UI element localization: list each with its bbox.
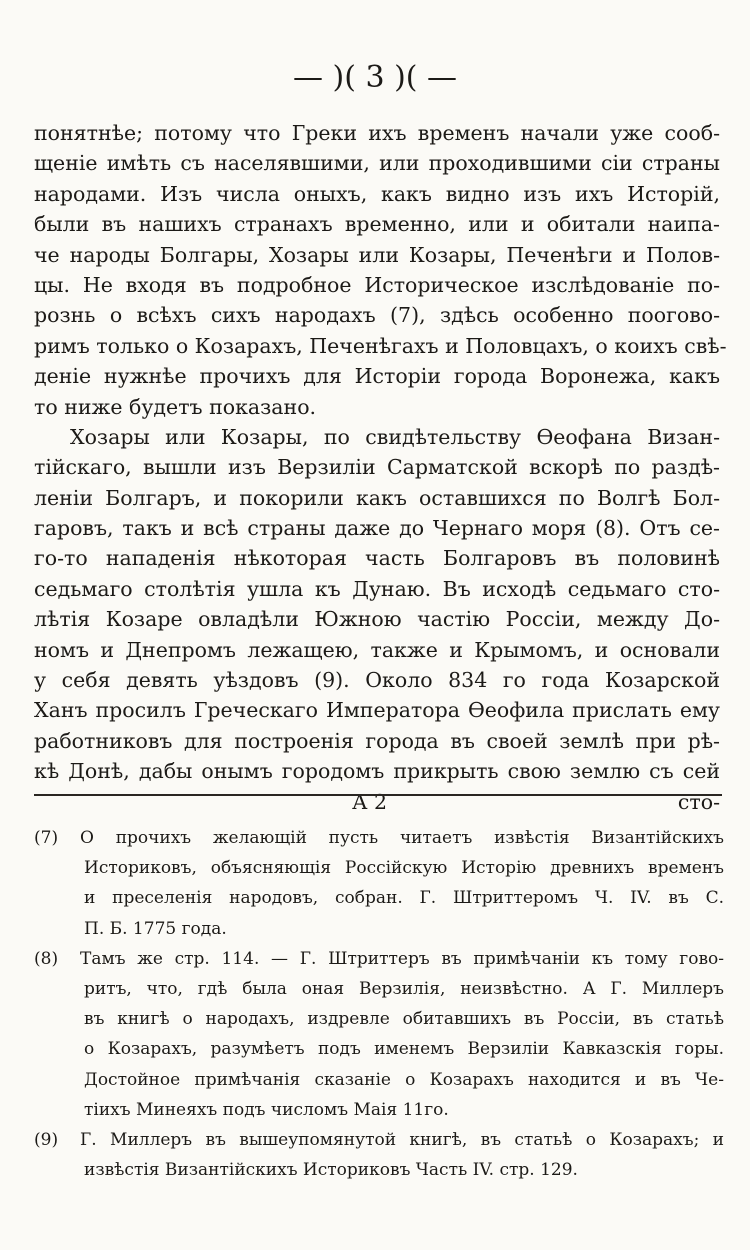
footnote-7-line: П. Б. 1775 года. [84, 918, 227, 939]
text-line: у себя девять уѣздовъ (9). Около 834 го года Козарской [34, 668, 720, 693]
text-line: седьмаго столѣтiя ушла къ Дунаю. Въ исходѣ седьмаго сто- [34, 576, 720, 601]
footnote-number: (9) [34, 1129, 59, 1150]
footnote-9-line: извѣстiя Византiйскихъ Историковъ Часть IV. стр. 129. [84, 1160, 578, 1181]
text-line: лѣтiя Козаре овладѣли Южною частiю Россiи, между До- [34, 607, 720, 632]
footnote-number: (7) [34, 828, 59, 848]
text-line: тiйскаго, вышли изъ Верзилiи Сарматской вскорѣ по раздѣ- [34, 455, 720, 480]
signature-mark: А 2 [352, 789, 388, 814]
catchword: сто- [677, 789, 720, 814]
footnote-number: (8) [34, 948, 59, 969]
footnote-7-line [34, 823, 724, 853]
text-line: номъ и Днепромъ лежащею, также и Крымомъ, и основали [34, 637, 720, 662]
footnote-8-line: въ книгѣ о народахъ, издревле обитавшихъ въ Россiи, въ статьѣ [84, 1009, 724, 1030]
text-line: римъ только о Козарахъ, Печенѣгахъ и Половцахъ, о коихъ свѣ- [34, 333, 727, 358]
footnote-8-line: о Козарахъ, разумѣетъ подъ именемъ Верзилiи Кавказскiя горы. [84, 1039, 724, 1060]
signature-line [34, 787, 720, 817]
text-line: кѣ Донѣ, дабы онымъ городомъ прикрыть свою землю съ сей [34, 759, 720, 784]
text-line: ленiи Болгаръ, и покорили какъ оставшихся по Волгѣ Бол- [34, 485, 720, 510]
footnote-text: Г. Миллеръ въ вышеупомянутой книгѣ, въ статьѣ о Козарахъ; и [80, 1129, 724, 1150]
text-line: гаровъ, такъ и всѣ страны даже до Чернаго моря (8). Отъ се- [34, 516, 720, 541]
footnote-text: О прочихъ желающiй пусть читаетъ извѣстiя Византiйскихъ [80, 828, 724, 848]
text-line: работниковъ для построенiя города въ своей землѣ при рѣ- [34, 728, 720, 753]
page-number-header: — )( 3 )( — [292, 60, 458, 95]
text-line: цы. Не входя въ подробное Историческое изслѣдованiе по- [34, 272, 720, 297]
text-line: щенiе имѣть съ населявшими, или проходившими сiи страны [34, 151, 720, 176]
text-line: то ниже будетъ показано. [34, 394, 317, 419]
footnote-7-line: Историковъ, объясняющiя Россiйскую Исторiю древнихъ временъ [84, 858, 724, 879]
text-line: че народы Болгары, Хозары или Козары, Печенѣги и Полов- [34, 242, 720, 267]
text-line: Ханъ просилъ Греческаго Императора Ѳеофила прислать ему [34, 698, 720, 723]
footnote-7-line: и преселенiя народовъ, собран. Г. Штриттеромъ Ч. IV. въ С. [84, 888, 724, 909]
main-text [34, 118, 727, 817]
footnote-8-line: тiихъ Минеяхъ подъ числомъ Маiя 11го. [84, 1099, 449, 1120]
footnote-8-line [34, 944, 724, 974]
page-header [0, 58, 750, 98]
text-line: понятнѣе; потому что Греки ихъ временъ начали уже сооб- [34, 121, 720, 145]
text-line: были въ нашихъ странахъ временно, или и обитали наипа- [34, 212, 720, 237]
footnote-divider [34, 794, 722, 796]
text-line: денiе нужнѣе прочихъ для Исторiи города Воронежа, какъ [34, 364, 720, 389]
text-line: народами. Изъ числа оныхъ, какъ видно изъ ихъ Исторiй, [34, 181, 720, 206]
footnote-8-line: ритъ, что, гдѣ была оная Верзилiя, неизвѣстно. А Г. Миллеръ [84, 978, 724, 999]
footnotes [34, 823, 724, 1185]
footnote-9-line [34, 1125, 724, 1155]
footnote-8-line: Достойное примѣчанiя сказанiе о Козарахъ находится и въ Че- [84, 1069, 724, 1090]
text-line: го-то нападенiя нѣкоторая часть Болгаровъ въ половинѣ [34, 546, 720, 571]
text-line: Хозары или Козары, по свидѣтельству Ѳеофана Визан- [70, 424, 720, 449]
footnote-text: Тамъ же стр. 114. — Г. Штриттеръ въ примѣчанiи къ тому гово- [80, 948, 724, 969]
text-line: рознь о всѣхъ сихъ народахъ (7), здѣсь особенно поогово- [34, 303, 720, 328]
